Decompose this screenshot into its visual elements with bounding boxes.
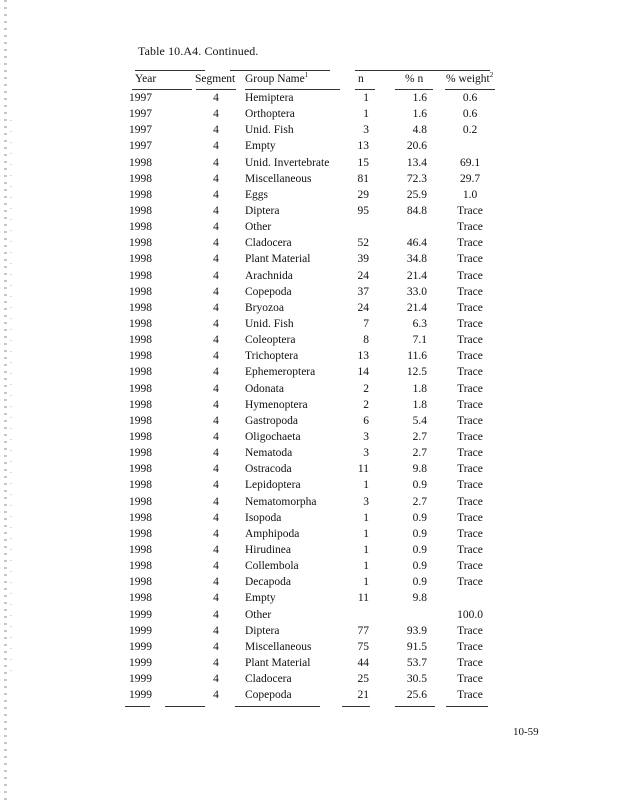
cell-year: 1998 (129, 527, 152, 540)
cell-pct-n: 34.8 (406, 253, 427, 266)
cell-n: 1 (363, 92, 369, 104)
cell-group-name: Arachnida (245, 269, 293, 282)
table-row (0, 494, 618, 510)
cell-pct-n: 0.9 (412, 527, 427, 540)
table-row (0, 574, 618, 590)
cell-group-name: Miscellaneous (245, 640, 312, 653)
header-year: Year (135, 73, 157, 85)
cell-pct-weight: Trace (457, 495, 483, 508)
cell-pct-n: 30.5 (406, 673, 427, 686)
cell-pct-weight: Trace (457, 479, 483, 492)
caption-rule (230, 70, 330, 71)
cell-n: 1 (363, 527, 369, 540)
table-row (0, 268, 618, 284)
cell-pct-n: 0.9 (412, 560, 427, 573)
table-row (0, 219, 618, 235)
cell-pct-weight: Trace (457, 447, 483, 460)
cell-segment: 4 (213, 689, 219, 702)
cell-segment: 4 (213, 479, 219, 492)
cell-group-name: Lepidoptera (245, 479, 301, 492)
cell-year: 1998 (129, 285, 152, 298)
cell-segment: 4 (213, 592, 219, 605)
cell-n: 3 (363, 495, 369, 508)
cell-pct-weight: Trace (457, 673, 483, 686)
cell-group-name: Orthoptera (245, 108, 295, 121)
cell-year: 1998 (129, 172, 152, 185)
cell-pct-weight: Trace (457, 285, 483, 298)
page-number: 10-59 (513, 726, 539, 738)
table-row (0, 364, 618, 380)
cell-year: 1998 (129, 511, 152, 524)
cell-group-name: Ephemeroptera (245, 366, 316, 379)
table-row (0, 590, 618, 606)
header-group-name: Group Name$^1$ (245, 71, 309, 85)
cell-group-name: Hymenoptera (245, 398, 308, 411)
cell-segment: 4 (213, 495, 219, 508)
cell-group-name: Gastropoda (245, 414, 299, 427)
cell-group-name: Trichoptera (245, 350, 299, 363)
table-row (0, 106, 618, 122)
table-row (0, 316, 618, 332)
cell-n: 7 (363, 317, 369, 330)
cell-pct-weight: Trace (457, 253, 483, 266)
cell-year: 1999 (129, 673, 152, 686)
cell-pct-n: 7.1 (412, 334, 427, 347)
header-pct-weight: % weight$^2$ (446, 71, 494, 85)
cell-pct-weight: Trace (457, 656, 483, 669)
cell-pct-weight: Trace (457, 382, 483, 395)
cell-year: 1997 (129, 140, 152, 153)
cell-segment: 4 (213, 301, 219, 314)
table-row (0, 461, 618, 477)
footer-rule (395, 706, 435, 707)
cell-year: 1999 (129, 656, 152, 669)
cell-segment: 4 (213, 204, 219, 217)
cell-pct-weight: Trace (457, 237, 483, 250)
cell-n: 6 (363, 414, 369, 427)
cell-n: 13 (357, 350, 369, 363)
cell-n: 11 (357, 463, 369, 476)
cell-group-name: Oligochaeta (245, 430, 301, 443)
table-row (0, 558, 618, 574)
cell-segment: 4 (213, 673, 219, 686)
cell-group-name: Other (245, 608, 272, 621)
cell-pct-weight: 29.7 (459, 172, 481, 185)
table-row (0, 639, 618, 655)
cell-group-name: Diptera (245, 624, 280, 637)
cell-n: 2 (363, 398, 369, 411)
cell-n: 24 (357, 269, 369, 282)
header-n: n (358, 73, 364, 85)
cell-group-name: Unid. Fish (245, 124, 294, 137)
cell-pct-weight: Trace (457, 398, 483, 411)
cell-n: 1 (363, 108, 369, 121)
cell-year: 1997 (129, 92, 152, 104)
cell-pct-n: 93.9 (406, 624, 427, 637)
cell-pct-n: 11.6 (407, 350, 427, 363)
table-row (0, 607, 618, 623)
cell-n: 29 (357, 188, 369, 201)
cell-pct-n: 0.9 (412, 576, 427, 589)
cell-year: 1998 (129, 350, 152, 363)
table-row (0, 526, 618, 542)
cell-pct-n: 53.7 (406, 656, 427, 669)
table-row (0, 445, 618, 461)
cell-n: 77 (357, 624, 369, 637)
cell-segment: 4 (213, 430, 219, 443)
table-caption: Table 10.A4. Continued. (138, 44, 259, 58)
cell-pct-weight: 1.0 (462, 188, 478, 201)
cell-pct-weight: Trace (457, 527, 483, 540)
cell-pct-weight: Trace (457, 221, 483, 234)
cell-pct-n: 1.6 (412, 108, 427, 121)
cell-n: 44 (357, 656, 369, 669)
cell-year: 1998 (129, 414, 152, 427)
cell-n: 1 (363, 479, 369, 492)
cell-group-name: Unid. Invertebrate (245, 156, 330, 169)
table-row (0, 122, 618, 138)
cell-year: 1998 (129, 301, 152, 314)
table-row (0, 413, 618, 429)
header-segment: Segment (195, 73, 236, 85)
cell-pct-n: 2.7 (412, 447, 427, 460)
cell-year: 1998 (129, 398, 152, 411)
table-row (0, 510, 618, 526)
cell-group-name: Isopoda (245, 511, 282, 524)
cell-pct-n: 1.6 (412, 92, 427, 104)
cell-pct-weight: Trace (457, 317, 483, 330)
cell-pct-n: 91.5 (406, 640, 427, 653)
cell-segment: 4 (213, 269, 219, 282)
cell-group-name: Hemiptera (245, 92, 294, 104)
cell-pct-weight: Trace (457, 624, 483, 637)
cell-n: 95 (357, 204, 369, 217)
cell-n: 14 (357, 366, 369, 379)
cell-n: 37 (357, 285, 369, 298)
table-row (0, 687, 618, 703)
cell-group-name: Bryozoa (245, 301, 284, 314)
cell-group-name: Collembola (245, 560, 299, 573)
cell-segment: 4 (213, 414, 219, 427)
cell-year: 1997 (129, 108, 152, 121)
table-row (0, 397, 618, 413)
cell-n: 3 (363, 124, 369, 137)
cell-year: 1998 (129, 463, 152, 476)
cell-pct-weight: 0.2 (462, 124, 478, 137)
cell-n: 15 (357, 156, 369, 169)
cell-segment: 4 (213, 92, 219, 104)
table-row (0, 542, 618, 558)
cell-n: 75 (357, 640, 369, 653)
cell-segment: 4 (213, 463, 219, 476)
cell-segment: 4 (213, 221, 219, 234)
cell-year: 1998 (129, 269, 152, 282)
cell-group-name: Cladocera (245, 673, 292, 686)
cell-pct-n: 9.8 (412, 592, 427, 605)
cell-group-name: Nematoda (245, 447, 293, 460)
cell-group-name: Cladocera (245, 237, 292, 250)
cell-segment: 4 (213, 156, 219, 169)
cell-n: 13 (357, 140, 369, 153)
cell-year: 1998 (129, 592, 152, 605)
cell-group-name: Odonata (245, 382, 284, 395)
cell-pct-weight: 69.1 (459, 156, 481, 169)
table-row (0, 623, 618, 639)
cell-pct-weight: 100.0 (457, 608, 483, 621)
cell-pct-weight: Trace (457, 463, 483, 476)
cell-group-name: Plant Material (245, 656, 311, 669)
cell-group-name: Unid. Fish (245, 317, 294, 330)
cell-segment: 4 (213, 317, 219, 330)
cell-year: 1998 (129, 560, 152, 573)
cell-n: 25 (357, 673, 369, 686)
cell-year: 1998 (129, 204, 152, 217)
cell-year: 1998 (129, 253, 152, 266)
cell-n: 11 (357, 592, 369, 605)
cell-pct-weight: Trace (457, 543, 483, 556)
header-pct-n: % n (405, 73, 424, 85)
cell-pct-weight: Trace (457, 640, 483, 653)
cell-pct-n: 5.4 (412, 414, 427, 427)
cell-pct-n: 0.9 (412, 543, 427, 556)
pct-weight-footnote-marker: 2 (489, 71, 494, 79)
cell-year: 1998 (129, 188, 152, 201)
cell-pct-n: 46.4 (406, 237, 427, 250)
caption-rule (355, 70, 490, 71)
table-row (0, 90, 618, 106)
cell-pct-n: 1.8 (412, 398, 427, 411)
cell-n: 1 (363, 576, 369, 589)
cell-segment: 4 (213, 382, 219, 395)
cell-group-name: Copepoda (245, 689, 292, 702)
cell-pct-weight: Trace (457, 269, 483, 282)
cell-segment: 4 (213, 656, 219, 669)
cell-pct-n: 21.4 (406, 269, 427, 282)
table-row (0, 138, 618, 154)
cell-pct-weight: Trace (457, 204, 483, 217)
cell-segment: 4 (213, 576, 219, 589)
cell-pct-n: 20.6 (406, 140, 427, 153)
cell-segment: 4 (213, 608, 219, 621)
cell-pct-n: 84.8 (406, 204, 427, 217)
cell-pct-weight: 0.6 (462, 92, 478, 104)
cell-n: 81 (357, 172, 369, 185)
table-row (0, 203, 618, 219)
cell-segment: 4 (213, 527, 219, 540)
cell-pct-n: 1.8 (412, 382, 427, 395)
cell-pct-n: 2.7 (412, 430, 427, 443)
cell-segment: 4 (213, 124, 219, 137)
cell-segment: 4 (213, 237, 219, 250)
cell-year: 1999 (129, 640, 152, 653)
table-row (0, 477, 618, 493)
cell-year: 1999 (129, 689, 152, 702)
cell-year: 1998 (129, 221, 152, 234)
cell-pct-weight: Trace (457, 576, 483, 589)
cell-segment: 4 (213, 108, 219, 121)
cell-year: 1999 (129, 608, 152, 621)
table-header (0, 73, 618, 89)
cell-pct-weight: Trace (457, 334, 483, 347)
footer-rule (165, 706, 205, 707)
cell-pct-n: 0.9 (412, 511, 427, 524)
cell-pct-weight: Trace (457, 301, 483, 314)
footer-rule (125, 706, 150, 707)
cell-segment: 4 (213, 334, 219, 347)
table-row (0, 671, 618, 687)
cell-year: 1998 (129, 156, 152, 169)
table-row (0, 155, 618, 171)
cell-pct-n: 72.3 (406, 172, 427, 185)
cell-pct-weight: Trace (457, 511, 483, 524)
cell-n: 8 (363, 334, 369, 347)
cell-pct-weight: Trace (457, 689, 483, 702)
cell-pct-n: 13.4 (406, 156, 427, 169)
cell-n: 1 (363, 511, 369, 524)
cell-pct-n: 12.5 (406, 366, 427, 379)
cell-pct-weight: Trace (457, 430, 483, 443)
table-row (0, 655, 618, 671)
cell-group-name: Copepoda (245, 285, 292, 298)
table-row (0, 300, 618, 316)
cell-year: 1998 (129, 366, 152, 379)
cell-group-name: Decapoda (245, 576, 291, 589)
cell-pct-n: 25.9 (406, 188, 427, 201)
cell-pct-n: 0.9 (412, 479, 427, 492)
table-body (0, 90, 618, 703)
cell-n: 24 (357, 301, 369, 314)
cell-segment: 4 (213, 543, 219, 556)
cell-segment: 4 (213, 398, 219, 411)
cell-year: 1998 (129, 447, 152, 460)
cell-segment: 4 (213, 285, 219, 298)
cell-group-name: Other (245, 221, 272, 234)
cell-segment: 4 (213, 447, 219, 460)
footer-rule (342, 706, 370, 707)
cell-group-name: Plant Material (245, 253, 311, 266)
table-row (0, 251, 618, 267)
cell-segment: 4 (213, 172, 219, 185)
cell-segment: 4 (213, 366, 219, 379)
cell-year: 1998 (129, 334, 152, 347)
cell-segment: 4 (213, 560, 219, 573)
table-row (0, 235, 618, 251)
cell-group-name: Eggs (245, 188, 268, 201)
table-row (0, 348, 618, 364)
cell-n: 52 (357, 237, 369, 250)
cell-segment: 4 (213, 624, 219, 637)
cell-pct-weight: Trace (457, 414, 483, 427)
cell-pct-n: 25.6 (406, 689, 427, 702)
cell-n: 1 (363, 560, 369, 573)
cell-year: 1998 (129, 317, 152, 330)
table-row (0, 332, 618, 348)
group-name-footnote-marker: 1 (304, 71, 309, 79)
cell-pct-n: 33.0 (406, 285, 427, 298)
cell-segment: 4 (213, 640, 219, 653)
cell-segment: 4 (213, 253, 219, 266)
cell-pct-n: 6.3 (412, 317, 427, 330)
cell-group-name: Miscellaneous (245, 172, 312, 185)
table-row (0, 429, 618, 445)
cell-year: 1998 (129, 543, 152, 556)
cell-pct-weight: Trace (457, 560, 483, 573)
table-row (0, 284, 618, 300)
footer-rule (235, 706, 320, 707)
cell-group-name: Nematomorpha (245, 495, 317, 508)
cell-pct-weight: Trace (457, 350, 483, 363)
cell-group-name: Coleoptera (245, 334, 296, 347)
cell-pct-n: 9.8 (412, 463, 427, 476)
cell-group-name: Ostracoda (245, 463, 292, 476)
footer-rule (446, 706, 488, 707)
cell-n: 1 (363, 543, 369, 556)
cell-group-name: Empty (245, 140, 276, 153)
caption-rule (135, 70, 205, 71)
cell-n: 3 (363, 447, 369, 460)
cell-year: 1998 (129, 479, 152, 492)
cell-n: 39 (357, 253, 369, 266)
table-row (0, 381, 618, 397)
cell-pct-n: 4.8 (412, 124, 427, 137)
cell-year: 1998 (129, 237, 152, 250)
cell-year: 1998 (129, 495, 152, 508)
cell-group-name: Diptera (245, 204, 280, 217)
cell-group-name: Hirudinea (245, 543, 291, 556)
cell-group-name: Amphipoda (245, 527, 300, 540)
cell-n: 2 (363, 382, 369, 395)
cell-pct-weight: Trace (457, 366, 483, 379)
cell-segment: 4 (213, 350, 219, 363)
cell-segment: 4 (213, 188, 219, 201)
table-row (0, 187, 618, 203)
cell-group-name: Empty (245, 592, 276, 605)
cell-year: 1998 (129, 576, 152, 589)
cell-pct-weight: 0.6 (462, 108, 478, 121)
cell-year: 1998 (129, 430, 152, 443)
cell-pct-n: 2.7 (412, 495, 427, 508)
cell-n: 3 (363, 430, 369, 443)
cell-pct-n: 21.4 (406, 301, 427, 314)
cell-n: 21 (357, 689, 369, 702)
cell-year: 1998 (129, 382, 152, 395)
cell-segment: 4 (213, 511, 219, 524)
table-row (0, 171, 618, 187)
cell-year: 1997 (129, 124, 152, 137)
cell-segment: 4 (213, 140, 219, 153)
cell-year: 1999 (129, 624, 152, 637)
